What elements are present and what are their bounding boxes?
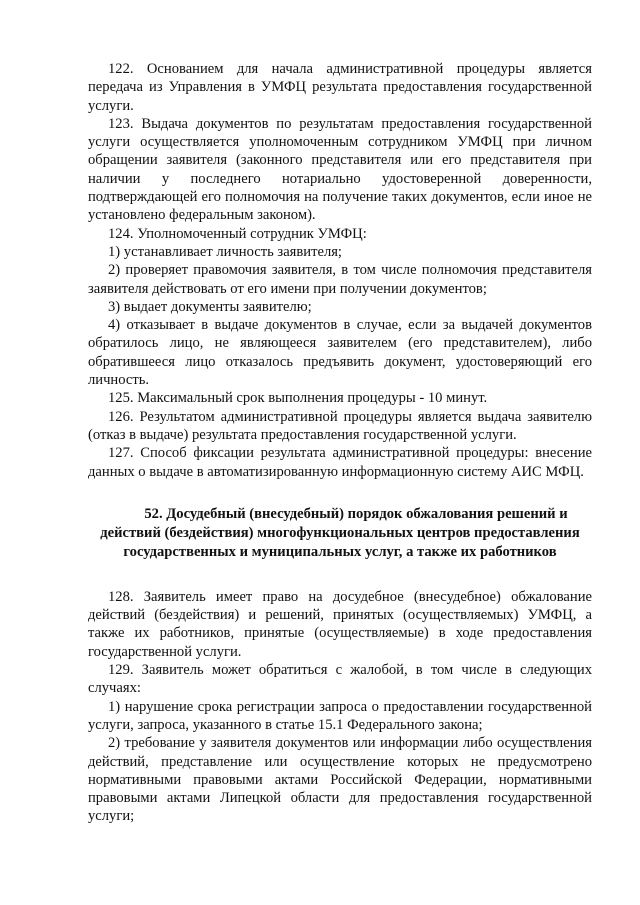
list-item-129-2: 2) требование у заявителя документов или информации либо осуществления действий, представление или осуществление которых не предусмотрено нормативными правовыми актами Российской Федерации, нормативными правовыми актами Липецкой области для предоставления государственной услуги; [88, 735, 592, 825]
section-heading-52 [88, 505, 592, 562]
list-item-124-1: 1) устанавливает личность заявителя; [108, 243, 342, 260]
paragraph-128: 128. Заявитель имеет право на досудебное (внесудебное) обжалование действий (бездействия) и решений, принятых (осуществляемых) УМФЦ, а также их работников, принятые (осуществляемые) в ходе предоставления государственной услуги. [88, 588, 592, 660]
paragraph-122: 122. Основанием для начала административной процедуры является передача из Управления в УМФЦ результата предоставления государственной услуги. [88, 61, 592, 114]
list-item-124-4: 4) отказывает в выдаче документов в случае, если за выдачей документов обратилось лицо, не являющееся заявителем (его представителем), либо обратившееся лицо отказалось предъявить документ, удостоверяющий его личность. [88, 317, 592, 389]
list-item-124-2: 2) проверяет правомочия заявителя, в том числе полномочия представителя заявителя действовать от его имени при получении документов; [88, 262, 592, 297]
document-page [88, 60, 592, 826]
section-heading-line1: 52. Досудебный (внесудебный) порядок обжалования решений и [144, 505, 568, 522]
paragraph-123: 123. Выдача документов по результатам предоставления государственной услуги осуществляется уполномоченным сотрудником УМФЦ при личном обращении заявителя (законного представителя или его представителя при наличии у последнего нотариально удостоверенной доверенности, подтверждающей его полномочия на получение таких документов, если иное не установлено федеральным законом). [88, 115, 592, 224]
paragraph-127: 127. Способ фиксации результата административной процедуры: внесение данных о выдаче в автоматизированную информационную систему АИС МФЦ. [88, 445, 592, 480]
section-heading-rest: действий (бездействия) многофункциональных центров предоставления государственных и муниципальных услуг, а также их работников [100, 524, 580, 560]
paragraph-124: 124. Уполномоченный сотрудник УМФЦ: [108, 225, 367, 242]
list-item-124-3: 3) выдает документы заявителю; [108, 298, 312, 315]
paragraph-125: 125. Максимальный срок выполнения процедуры - 10 минут. [108, 390, 488, 407]
paragraph-129: 129. Заявитель может обратиться с жалобой, в том числе в следующих случаях: [88, 662, 592, 697]
list-item-129-1: 1) нарушение срока регистрации запроса о предоставлении государственной услуги, запроса, указанного в статье 15.1 Федерального закона; [88, 698, 592, 733]
paragraph-126: 126. Результатом административной процедуры является выдача заявителю (отказ в выдаче) результата предоставления государственной услуги. [88, 408, 592, 443]
